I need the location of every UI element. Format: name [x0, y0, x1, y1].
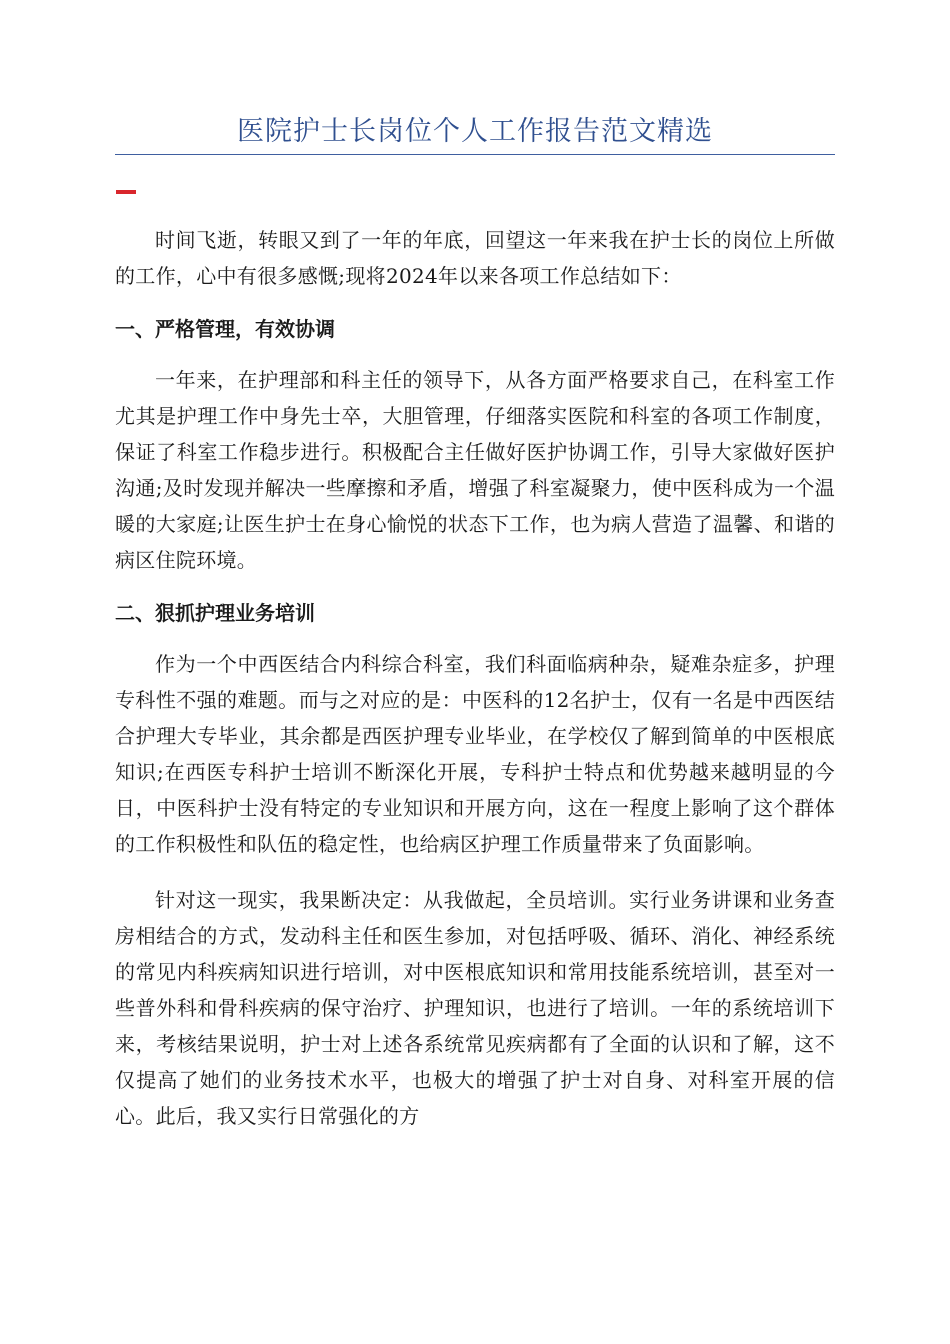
- section-2-paragraph-1: 作为一个中西医结合内科综合科室，我们科面临病种杂，疑难杂症多，护理专科性不强的难题。而与之对应的是：中医科的12名护士，仅有一名是中西医结合护理大专毕业，其余都是西医护理专业毕业，在学校仅了解到简单的中医根底知识;在西医专科护士培训不断深化开展，专科护士特点和优势越来越明显的今日，中医科护士没有特定的专业知识和开展方向，这在一程度上影响了这个群体的工作积极性和队伍的稳定性，也给病区护理工作质量带来了负面影响。: [115, 652, 835, 856]
- section-2-paragraph-2: 针对这一现实，我果断决定：从我做起，全员培训。实行业务讲课和业务查房相结合的方式，发动科主任和医生参加，对包括呼吸、循环、消化、神经系统的常见内科疾病知识进行培训，对中医根底知识和常用技能系统培训，甚至对一些普外科和骨科疾病的保守治疗、护理知识，也进行了培训。一年的系统培训下来，考核结果说明，护士对上述各系统常见疾病都有了全面的认识和了解，这不仅提高了她们的业务技术水平，也极大的增强了护士对自身、对科室开展的信心。此后，我又实行日常强化的方: [115, 888, 835, 1128]
- section-1-paragraph: 一年来，在护理部和科主任的领导下，从各方面严格要求自己，在科室工作尤其是护理工作中身先士卒，大胆管理，仔细落实医院和科室的各项工作制度，保证了科室工作稳步进行。积极配合主任做好医护协调工作，引导大家做好医护沟通;及时发现并解决一些摩擦和矛盾，增强了科室凝聚力，使中医科成为一个温暖的大家庭;让医生护士在身心愉悦的状态下工作，也为病人营造了温馨、和谐的病区住院环境。: [115, 368, 835, 572]
- section-heading-2: 二、狠抓护理业务培训: [115, 601, 315, 625]
- section-heading-1: 一、严格管理，有效协调: [115, 317, 335, 341]
- title-underline: [115, 154, 835, 155]
- document-title: 医院护士长岗位个人工作报告范文精选: [237, 116, 713, 147]
- intro-paragraph: 时间飞逝，转眼又到了一年的年底，回望这一年来我在护士长的岗位上所做的工作，心中有很多感慨;现将2024年以来各项工作总结如下：: [115, 228, 835, 288]
- document-body: [115, 222, 835, 1134]
- red-accent-mark: [116, 190, 136, 194]
